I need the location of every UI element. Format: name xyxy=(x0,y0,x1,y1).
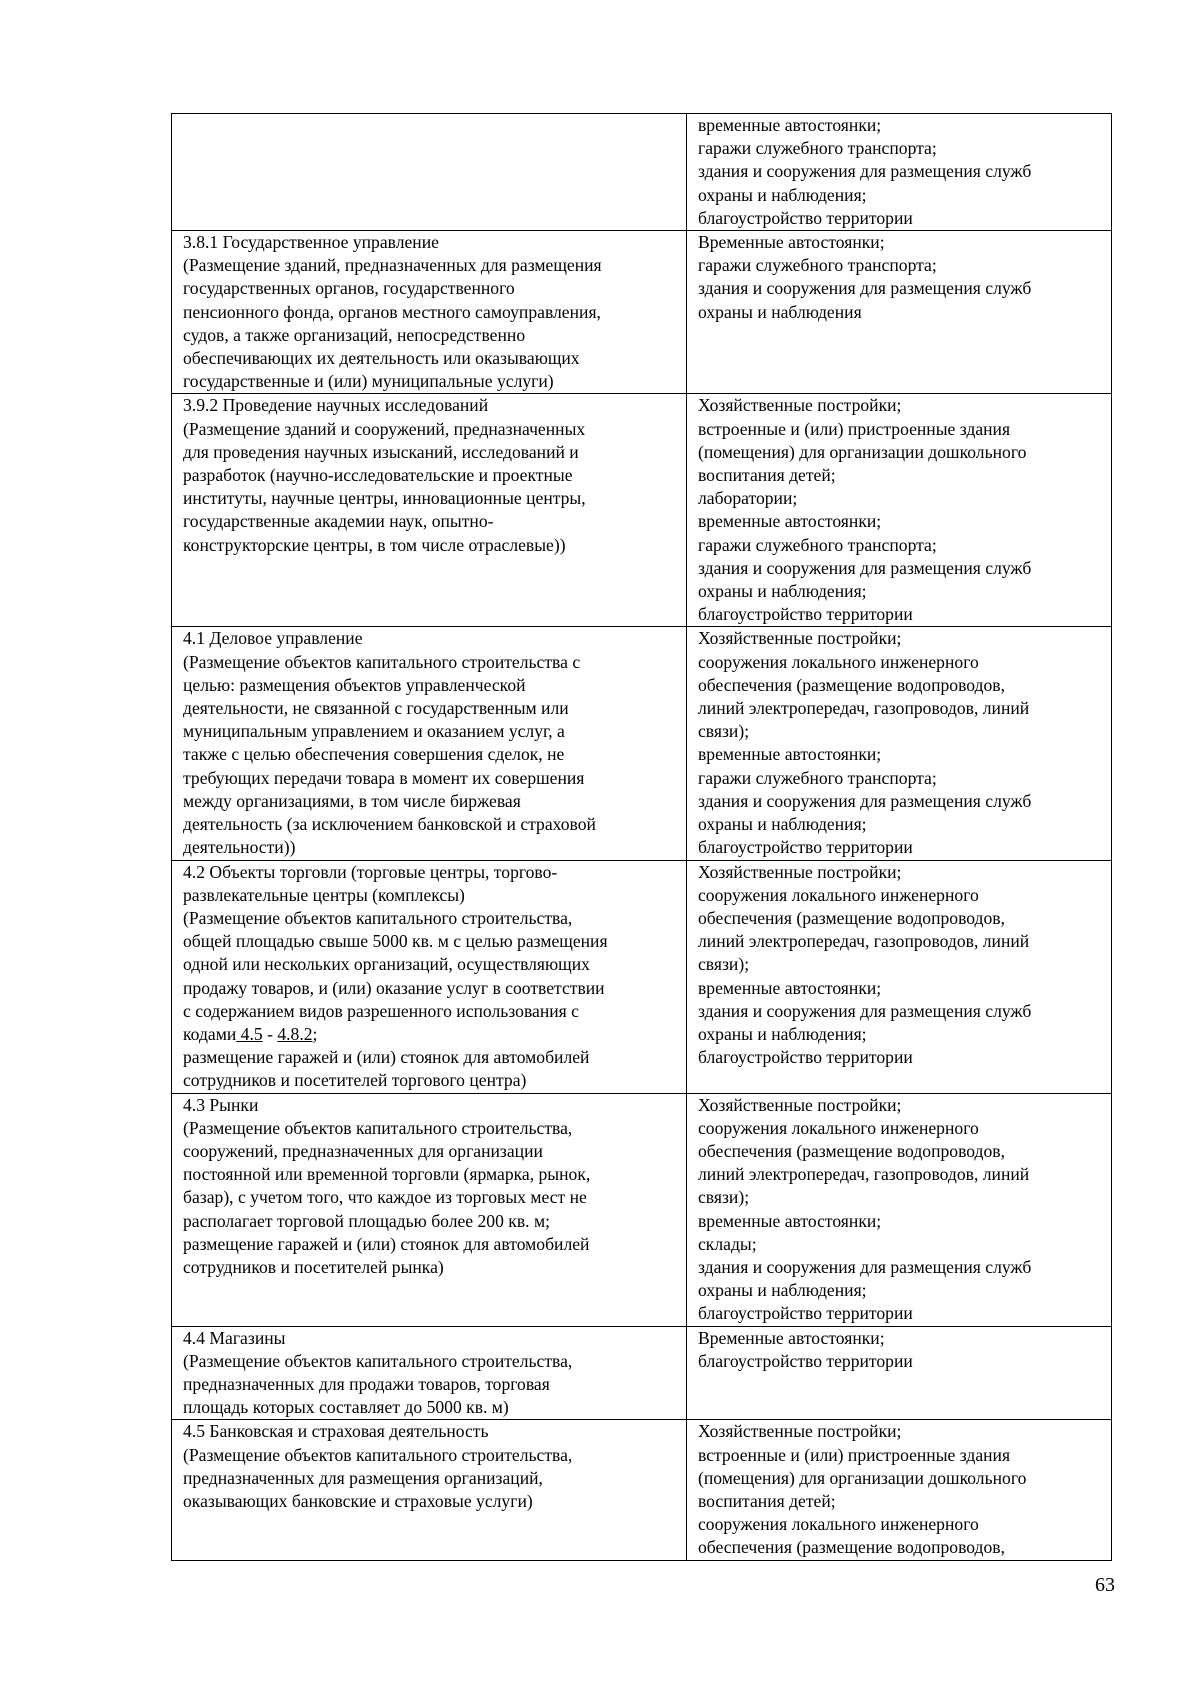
table-body xyxy=(172,114,1112,1561)
cell-text-line: (Размещение объектов капитального строительства, xyxy=(183,1444,573,1465)
cell-text-line: обеспечения (размещение водопроводов, xyxy=(698,1140,1006,1161)
cell-text-line: охраны и наблюдения; xyxy=(698,1280,867,1301)
cell-text-line: обеспечивающих их деятельность или оказывающих xyxy=(183,348,580,369)
cell-text-line: встроенные и (или) пристроенные здания xyxy=(698,1444,1011,1465)
cell-text-line: (Размещение объектов капитального строительства, xyxy=(183,1350,573,1371)
cell-text-line: государственных органов, государственного xyxy=(183,278,515,299)
cell-text-line: (помещения) для организации дошкольного xyxy=(698,1467,1027,1488)
cell-text-line: разработок (научно-исследовательские и проектные xyxy=(183,465,573,486)
codes-dash: - xyxy=(267,1023,273,1044)
cell-text-line: благоустройство территории xyxy=(698,604,913,625)
cell-text-line: временные автостоянки; xyxy=(698,1210,882,1231)
land-use-type-cell xyxy=(172,627,687,860)
cell-text-line: связи); xyxy=(698,954,750,975)
cell-text-line: Хозяйственные постройки; xyxy=(698,1094,902,1115)
cell-text-line: Временные автостоянки; xyxy=(698,232,885,253)
cell-text-line: гаражи служебного транспорта; xyxy=(698,767,937,788)
cell-text-line: между организациями, в том числе биржевая xyxy=(183,790,521,811)
cell-text-line: Хозяйственные постройки; xyxy=(698,628,902,649)
cell-text-line: конструкторские центры, в том числе отраслевые)) xyxy=(183,534,566,555)
cell-text-line: Хозяйственные постройки; xyxy=(698,395,902,416)
cell-text-line: встроенные и (или) пристроенные здания xyxy=(698,418,1011,439)
cell-text-line: склады; xyxy=(698,1233,757,1254)
table-row xyxy=(172,114,1112,231)
cell-text-line: временные автостоянки; xyxy=(698,744,882,765)
table-row xyxy=(172,394,1112,627)
cell-text-line: также с целью обеспечения совершения сделок, не xyxy=(183,744,565,765)
cell-text-line: обеспечения (размещение водопроводов, xyxy=(698,1537,1006,1558)
cell-text-line: обеспечения (размещение водопроводов, xyxy=(698,674,1006,695)
cell-text-line: временные автостоянки; xyxy=(698,977,882,998)
cell-text-line: 3.9.2 Проведение научных исследований xyxy=(183,395,489,416)
cell-text-line: временные автостоянки; xyxy=(698,115,882,135)
code-link-to[interactable]: 4.8.2 xyxy=(277,1023,313,1044)
cell-text-line: 4.5 Банковская и страховая деятельность xyxy=(183,1421,489,1442)
cell-text-line: оказывающих банковские и страховые услуги) xyxy=(183,1490,533,1511)
permitted-structures-cell xyxy=(687,1420,1112,1560)
permitted-structures-cell xyxy=(687,394,1112,627)
cell-text-line: 3.8.1 Государственное управление xyxy=(183,232,439,253)
land-use-table xyxy=(171,113,1112,1561)
permitted-structures-cell xyxy=(687,231,1112,394)
cell-text-line: с содержанием видов разрешенного использования с xyxy=(183,1000,579,1021)
cell-text-line: гаражи служебного транспорта; xyxy=(698,534,937,555)
table-row xyxy=(172,1420,1112,1560)
cell-text-line: линий электропередач, газопроводов, линий xyxy=(698,1164,1030,1185)
cell-text-line: общей площадью свыше 5000 кв. м с целью размещения xyxy=(183,931,608,952)
cell-text-line: здания и сооружения для размещения служб xyxy=(698,278,1032,299)
cell-text-line: здания и сооружения для размещения служб xyxy=(698,557,1032,578)
table-row xyxy=(172,231,1112,394)
table-row xyxy=(172,1093,1112,1326)
cell-text-line: постоянной или временной торговли (ярмарка, рынок, xyxy=(183,1164,591,1185)
cell-text-line: развлекательные центры (комплексы) xyxy=(183,884,465,905)
cell-text-line: сооружения локального инженерного xyxy=(698,1514,979,1535)
cell-text-line: (Размещение зданий и сооружений, предназначенных xyxy=(183,418,586,439)
cell-text-line: Временные автостоянки; xyxy=(698,1327,885,1348)
cell-text-line: временные автостоянки; xyxy=(698,511,882,532)
land-use-type-cell xyxy=(172,1420,687,1560)
cell-text-line: институты, научные центры, инновационные центры, xyxy=(183,488,586,509)
cell-text-line: 4.2 Объекты торговли (торговые центры, торгово- xyxy=(183,861,558,882)
cell-text-line: охраны и наблюдения; xyxy=(698,1023,867,1044)
cell-text-line: площадь которых составляет до 5000 кв. м) xyxy=(183,1397,509,1418)
cell-text-line: одной или нескольких организаций, осуществляющих xyxy=(183,954,590,975)
cell-text-line: сотрудников и посетителей рынка) xyxy=(183,1256,444,1277)
permitted-structures-cell xyxy=(687,1093,1112,1326)
cell-text-line: требующих передачи товара в момент их совершения xyxy=(183,767,585,788)
cell-text-line: сооружений, предназначенных для организации xyxy=(183,1140,543,1161)
cell-text-line: 4.1 Деловое управление xyxy=(183,628,363,649)
cell-text-line: лаборатории; xyxy=(698,488,798,509)
cell-text-line: здания и сооружения для размещения служб xyxy=(698,1000,1032,1021)
cell-text-line: Хозяйственные постройки; xyxy=(698,1421,902,1442)
cell-text-line: воспитания детей; xyxy=(698,1490,836,1511)
cell-text-line: линий электропередач, газопроводов, линий xyxy=(698,931,1030,952)
cell-text-line: 4.4 Магазины xyxy=(183,1327,286,1348)
cell-text-line: пенсионного фонда, органов местного самоуправления, xyxy=(183,301,601,322)
cell-text-line: (помещения) для организации дошкольного xyxy=(698,441,1027,462)
cell-text-line: (Размещение объектов капитального строительства, xyxy=(183,1117,573,1138)
table-row xyxy=(172,860,1112,1093)
cell-text-line: располагает торговой площадью более 200 кв. м; xyxy=(183,1210,550,1231)
cell-text-line: благоустройство территории xyxy=(698,1047,913,1068)
cell-text-line: гаражи служебного транспорта; xyxy=(698,138,937,159)
cell-text-line: охраны и наблюдения; xyxy=(698,184,867,205)
cell-text-line: гаражи служебного транспорта; xyxy=(698,255,937,276)
cell-text-line: сооружения локального инженерного xyxy=(698,1117,979,1138)
cell-text-line: государственные академии наук, опытно- xyxy=(183,511,494,532)
cell-text-line: здания и сооружения для размещения служб xyxy=(698,790,1032,811)
cell-text-line: связи); xyxy=(698,721,750,742)
cell-text-line: сооружения локального инженерного xyxy=(698,884,979,905)
cell-text-line: сотрудников и посетителей торгового центра) xyxy=(183,1070,527,1091)
codes-prefix: кодами xyxy=(183,1023,237,1044)
land-use-type-cell xyxy=(172,860,687,1093)
cell-text-line: благоустройство территории xyxy=(698,207,913,228)
code-link-from[interactable]: 4.5 xyxy=(240,1023,263,1044)
cell-text-line: благоустройство территории xyxy=(698,1303,913,1324)
cell-text-line: предназначенных для размещения организаций, xyxy=(183,1467,543,1488)
cell-text-line: (Размещение объектов капитального строительства с xyxy=(183,651,581,672)
table-row xyxy=(172,627,1112,860)
cell-text-line: здания и сооружения для размещения служб xyxy=(698,161,1032,182)
permitted-structures-cell xyxy=(687,860,1112,1093)
cell-text-line: для проведения научных изысканий, исследований и xyxy=(183,441,579,462)
land-use-type-cell xyxy=(172,1093,687,1326)
cell-text-line: целью: размещения объектов управленческой xyxy=(183,674,526,695)
cell-text-line: (Размещение объектов капитального строительства, xyxy=(183,907,573,928)
cell-text-line: здания и сооружения для размещения служб xyxy=(698,1256,1032,1277)
cell-text-line: деятельности, не связанной с государственным или xyxy=(183,698,569,719)
cell-text-line: Хозяйственные постройки; xyxy=(698,861,902,882)
cell-text-line: 4.3 Рынки xyxy=(183,1094,259,1115)
cell-text-line: размещение гаражей и (или) стоянок для автомобилей xyxy=(183,1233,590,1254)
cell-text-line: судов, а также организаций, непосредственно xyxy=(183,324,526,345)
cell-text-line: муниципальным управлением и оказанием услуг, а xyxy=(183,721,565,742)
table-row xyxy=(172,1326,1112,1420)
cell-text-line: деятельности)) xyxy=(183,837,296,858)
permitted-structures-cell xyxy=(687,1326,1112,1420)
page-number: 63 xyxy=(1095,1574,1115,1596)
cell-text-line: деятельность (за исключением банковской и страховой xyxy=(183,814,596,835)
cell-text-line: базар), с учетом того, что каждое из торговых мест не xyxy=(183,1187,587,1208)
land-use-type-cell xyxy=(172,114,687,231)
codes-suffix: ; xyxy=(312,1023,318,1044)
cell-text-line: (Размещение зданий, предназначенных для размещения xyxy=(183,255,602,276)
cell-text-line: линий электропередач, газопроводов, линий xyxy=(698,698,1030,719)
cell-text-line: государственные и (или) муниципальные услуги) xyxy=(183,371,554,392)
land-use-type-cell xyxy=(172,1326,687,1420)
cell-text-line: охраны и наблюдения; xyxy=(698,581,867,602)
land-use-type-cell xyxy=(172,231,687,394)
cell-text-line: продажу товаров, и (или) оказание услуг в соответствии xyxy=(183,977,605,998)
cell-text-line: обеспечения (размещение водопроводов, xyxy=(698,907,1006,928)
cell-text-line: предназначенных для продажи товаров, торговая xyxy=(183,1373,550,1394)
codes-reference-line xyxy=(183,1023,678,1046)
cell-text-line: сооружения локального инженерного xyxy=(698,651,979,672)
cell-text-line: благоустройство территории xyxy=(698,1350,913,1371)
permitted-structures-cell xyxy=(687,114,1112,231)
cell-text-line: благоустройство территории xyxy=(698,837,913,858)
permitted-structures-cell xyxy=(687,627,1112,860)
cell-text-line: размещение гаражей и (или) стоянок для автомобилей xyxy=(183,1047,590,1068)
land-use-type-cell xyxy=(172,394,687,627)
cell-text-line: связи); xyxy=(698,1187,750,1208)
cell-text-line: охраны и наблюдения; xyxy=(698,814,867,835)
cell-text-line: воспитания детей; xyxy=(698,465,836,486)
cell-text-line: охраны и наблюдения xyxy=(698,301,862,322)
